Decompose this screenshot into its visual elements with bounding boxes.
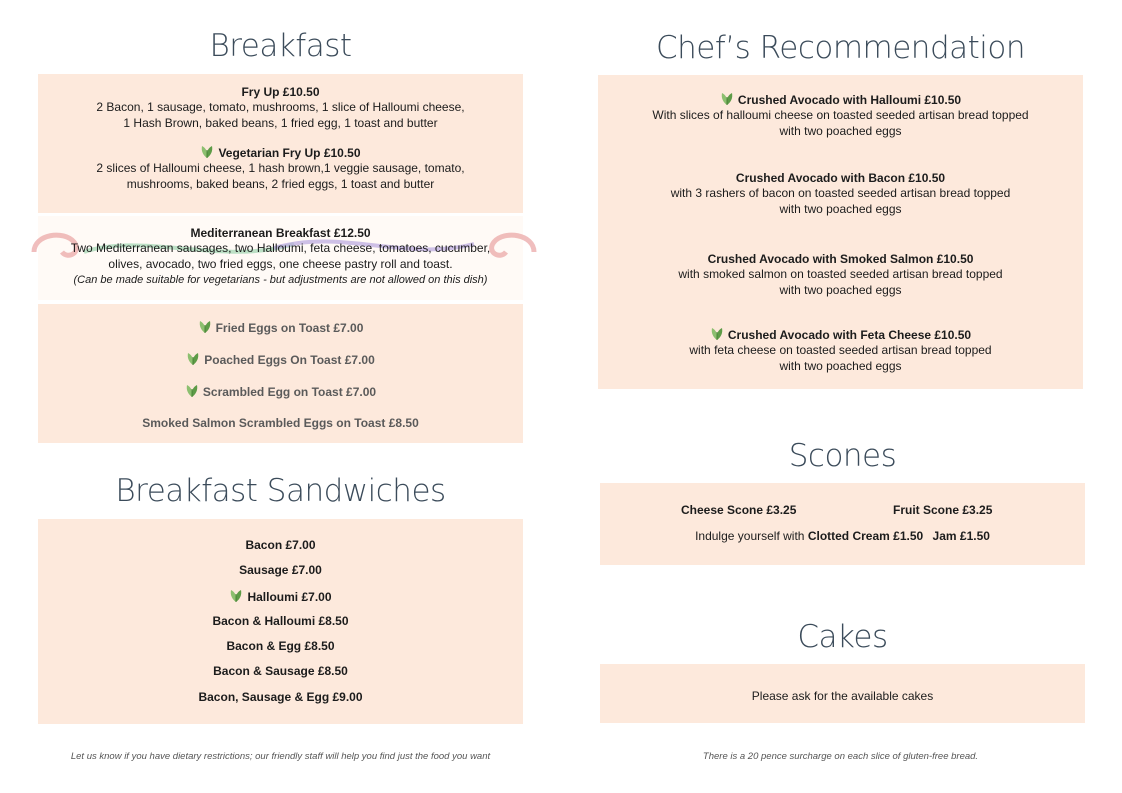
leaf-icon <box>229 589 243 603</box>
leaf-icon <box>185 384 199 398</box>
chef-item-desc-2: with two poached eggs <box>779 359 902 373</box>
sandwich-label: Sausage £7.00 <box>239 563 322 578</box>
mediterranean-section <box>38 216 523 300</box>
chef-item-desc-2: with two poached eggs <box>779 202 902 216</box>
chef-item-desc-1: With slices of halloumi cheese on toasted seeded artisan bread topped <box>652 108 1029 122</box>
egg-item <box>38 384 523 416</box>
veg-fry-up-desc-2: mushrooms, baked beans, 2 fried eggs, 1 toast and butter <box>126 177 435 191</box>
cakes-box <box>600 664 1085 723</box>
scones-extras <box>600 529 1085 543</box>
chef-item-title <box>598 92 1083 107</box>
mediterranean-title: Mediterranean Breakfast £12.50 <box>190 226 371 240</box>
sandwich-item <box>38 614 523 639</box>
chef-item-title <box>598 327 1083 342</box>
chef-item-title-text: Crushed Avocado with Halloumi £10.50 <box>737 93 962 107</box>
breakfast-heading: Breakfast <box>209 28 352 64</box>
footer-right: There is a 20 pence surcharge on each slice of gluten-free bread. <box>702 751 979 762</box>
chef-item <box>598 171 1083 252</box>
chef-item-desc-1: with 3 rashers of bacon on toasted seeded artisan bread topped <box>670 186 1011 200</box>
fry-up-desc-2: 1 Hash Brown, baked beans, 1 fried egg, 1 toast and butter <box>123 116 438 130</box>
sandwich-label: Halloumi £7.00 <box>247 589 332 604</box>
mediterranean-note: (Can be made suitable for vegetarians - but adjustments are not allowed on this dish) <box>73 274 488 286</box>
chef-item-desc-2: with two poached eggs <box>779 283 902 297</box>
chef-heading: Chef’s Recommendation <box>655 30 1026 66</box>
chef-item <box>598 92 1083 171</box>
fry-up-desc-1: 2 Bacon, 1 sausage, tomato, mushrooms, 1 slice of Halloumi cheese, <box>96 100 465 114</box>
chef-item-title-text: Crushed Avocado with Bacon £10.50 <box>735 171 946 185</box>
cakes-heading: Cakes <box>797 619 888 655</box>
chef-box <box>598 75 1083 389</box>
sandwich-item <box>38 639 523 664</box>
footer-left: Let us know if you have dietary restrictions; our friendly staff will help you find just the food you want <box>70 751 491 762</box>
sandwiches-heading: Breakfast Sandwiches <box>115 473 446 509</box>
veg-fry-up-label: Vegetarian Fry Up £10.50 <box>218 146 361 160</box>
chef-item-title <box>598 171 1083 185</box>
fry-up-title: Fry Up £10.50 <box>241 85 320 99</box>
chef-item-desc-1: with smoked salmon on toasted seeded artisan bread topped <box>678 267 1003 281</box>
egg-item-label: Poached Eggs On Toast £7.00 <box>204 353 375 367</box>
scones-box <box>600 483 1085 565</box>
sandwich-label: Bacon, Sausage & Egg £9.00 <box>198 689 363 704</box>
egg-item-label: Fried Eggs on Toast £7.00 <box>215 321 364 335</box>
leaf-icon <box>186 352 200 366</box>
chef-item-title-text: Crushed Avocado with Smoked Salmon £10.50 <box>707 252 974 266</box>
cheese-scone: Cheese Scone £3.25 <box>681 503 797 517</box>
sandwich-item <box>38 690 523 715</box>
chef-item-title <box>598 252 1083 266</box>
sandwich-label: Bacon & Sausage £8.50 <box>213 664 348 679</box>
sandwich-item <box>38 538 523 563</box>
sandwiches-box <box>38 519 523 724</box>
clotted-cream: Clotted Cream £1.50 <box>807 529 924 543</box>
veg-fry-up-desc-1: 2 slices of Halloumi cheese, 1 hash brown,1 veggie sausage, tomato, <box>96 161 465 175</box>
eggs-box <box>38 304 523 443</box>
scones-heading: Scones <box>788 438 897 474</box>
jam: Jam £1.50 <box>932 529 990 543</box>
leaf-icon <box>710 327 724 341</box>
egg-item <box>38 320 523 352</box>
chef-item-desc-1: with feta cheese on toasted seeded artisan bread topped <box>689 343 992 357</box>
chef-item-desc-2: with two poached eggs <box>779 124 902 138</box>
egg-item-label: Scrambled Egg on Toast £7.00 <box>202 385 377 399</box>
chef-item <box>598 327 1083 374</box>
sandwich-item <box>38 589 523 614</box>
sandwich-item <box>38 563 523 588</box>
sandwich-label: Bacon & Halloumi £8.50 <box>212 613 349 628</box>
breakfast-fryup-box <box>38 74 523 213</box>
egg-item <box>38 352 523 384</box>
sandwich-item <box>38 664 523 689</box>
leaf-icon <box>720 92 734 106</box>
indulge-text: Indulge yourself with <box>695 529 805 543</box>
egg-item-label: Smoked Salmon Scrambled Eggs on Toast £8.50 <box>142 416 419 430</box>
sandwich-label: Bacon £7.00 <box>245 538 316 552</box>
leaf-icon <box>198 320 212 334</box>
mediterranean-desc-2: olives, avocado, two fried eggs, one cheese pastry roll and toast. <box>108 257 453 271</box>
egg-item <box>38 416 523 448</box>
sandwich-label: Bacon & Egg £8.50 <box>226 639 335 654</box>
chef-item-title-text: Crushed Avocado with Feta Cheese £10.50 <box>727 328 972 342</box>
fruit-scone: Fruit Scone £3.25 <box>893 503 993 517</box>
leaf-icon <box>200 145 214 159</box>
cakes-text: Please ask for the available cakes <box>751 689 934 703</box>
chef-item <box>598 252 1083 327</box>
veg-fry-up-title <box>38 145 523 160</box>
mediterranean-desc-1: Two Mediterranean sausages, two Halloumi, feta cheese, tomatoes, cucumber, <box>70 241 491 255</box>
